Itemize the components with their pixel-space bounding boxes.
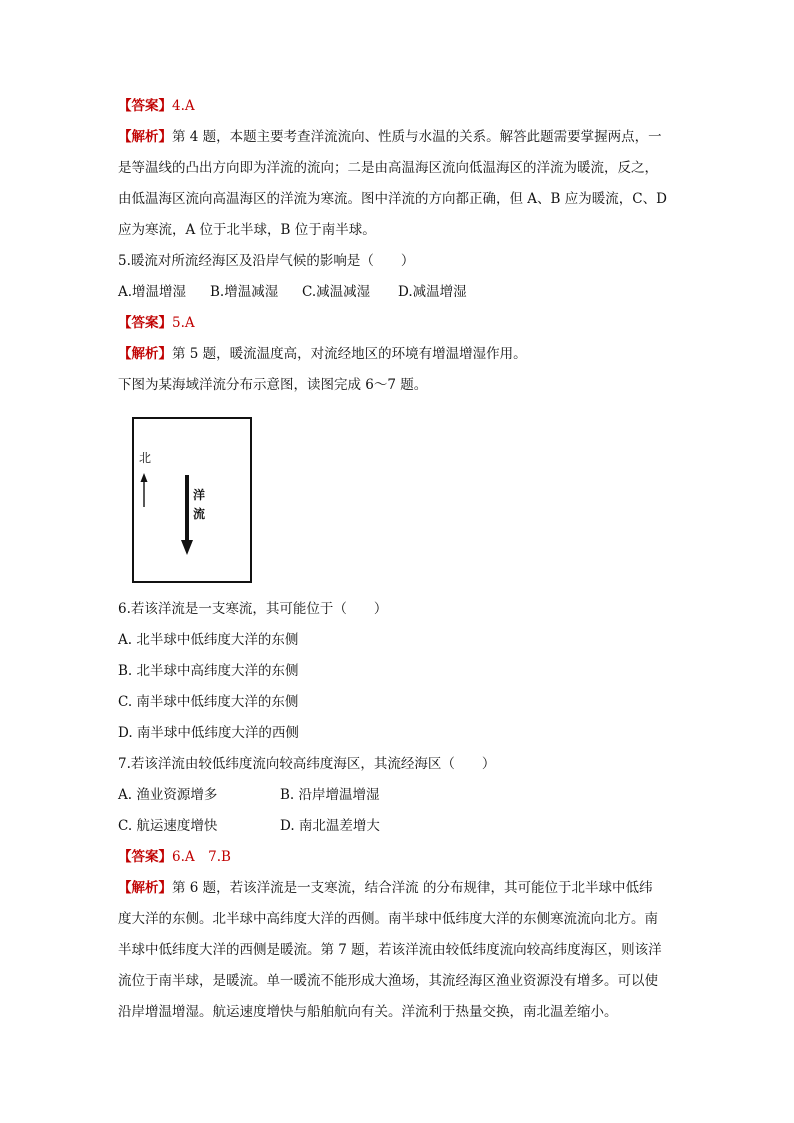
question-options-row (118, 816, 688, 836)
analysis-line: 沿岸增温增湿。航运速度增快与船舶航向有关。洋流利于热量交换，南北温差缩小。 (118, 1004, 618, 1020)
analysis-line: 由低温海区流向高温海区的洋流为寒流。图中洋流的方向都正确，但 A、B 应为暖流，C、D (118, 191, 667, 207)
analysis-line: 半球中低纬度大洋的西侧是暖流。第 7 题，若该洋流由较低纬度流向较高纬度海区，则该洋 (118, 942, 662, 958)
analysis-line: 应为寒流，A 位于北半球，B 位于南半球。 (118, 222, 376, 238)
analysis-line: 是等温线的凸出方向即为洋流的流向；二是由高温海区流向低温海区的洋流为暖流，反之， (118, 160, 658, 176)
analysis-line: 第 5 题，暖流温度高，对流经地区的环境有增温增湿作用。 (172, 346, 527, 362)
option-c: C. 航运速度增快 (118, 818, 218, 834)
document-page (118, 96, 688, 406)
answer-5 (118, 313, 688, 333)
north-arrow-icon (141, 473, 148, 507)
question-6 (118, 599, 688, 743)
answer-6-7 (118, 847, 688, 867)
intro-6-7 (118, 375, 688, 395)
analysis-line: 第 4 题，本题主要考查洋流流向、性质与水温的关系。解答此题需要掌握两点，一 (172, 129, 662, 145)
intro-text: 下图为某海域洋流分布示意图，读图完成 6～7 题。 (118, 377, 428, 393)
ocean-current-diagram (132, 417, 252, 583)
north-label: 北 (139, 451, 152, 465)
diagram-arrows (134, 419, 250, 581)
answer-tag: 【答案】 (118, 315, 172, 331)
answer-text: 6.A 7.B (172, 849, 231, 865)
option-c: C.减温减湿 (302, 284, 371, 300)
analysis-6-7 (118, 878, 688, 1022)
question-stem: 7.若该洋流由较低纬度流向较高纬度海区，其流经海区（ ） (118, 756, 496, 772)
option-a: A.增温增湿 (118, 284, 187, 300)
analysis-tag: 【解析】 (118, 129, 172, 145)
current-label: 洋流 (193, 488, 206, 521)
question-7 (118, 754, 688, 836)
option-d: D. 南北温差增大 (280, 818, 380, 834)
option-b: B. 北半球中高纬度大洋的东侧 (118, 663, 299, 679)
option-d: D.减温增湿 (398, 284, 467, 300)
answer-4 (118, 96, 688, 116)
answer-tag: 【答案】 (118, 98, 172, 114)
option-c: C. 南半球中低纬度大洋的东侧 (118, 694, 299, 710)
question-stem: 5.暖流对所流经海区及沿岸气候的影响是（ ） (118, 253, 415, 269)
question-options (118, 282, 688, 302)
question-5 (118, 251, 688, 302)
answer-text: 5.A (172, 315, 195, 331)
analysis-5 (118, 344, 688, 364)
current-arrow-icon (181, 475, 193, 555)
answer-text: 4.A (172, 98, 195, 114)
option-b: B.增温减湿 (210, 284, 279, 300)
analysis-tag: 【解析】 (118, 346, 172, 362)
analysis-4 (118, 127, 688, 240)
analysis-line: 度大洋的东侧。北半球中高纬度大洋的西侧。南半球中低纬度大洋的东侧寒流流向北方。南 (118, 911, 658, 927)
answer-tag: 【答案】 (118, 849, 172, 865)
analysis-line: 流位于南半球，是暖流。单一暖流不能形成大渔场，其流经海区渔业资源没有增多。可以使 (118, 973, 658, 989)
question-options-row (118, 785, 688, 805)
option-b: B. 沿岸增温增湿 (280, 787, 380, 803)
option-a: A. 北半球中低纬度大洋的东侧 (118, 632, 299, 648)
option-a: A. 渔业资源增多 (118, 787, 218, 803)
question-stem: 6.若该洋流是一支寒流，其可能位于（ ） (118, 601, 388, 617)
document-page-lower (118, 599, 688, 1033)
analysis-tag: 【解析】 (118, 880, 172, 896)
analysis-line: 第 6 题，若该洋流是一支寒流，结合洋流 的分布规律，其可能位于北半球中低纬 (172, 880, 653, 896)
option-d: D. 南半球中低纬度大洋的西侧 (118, 725, 299, 741)
